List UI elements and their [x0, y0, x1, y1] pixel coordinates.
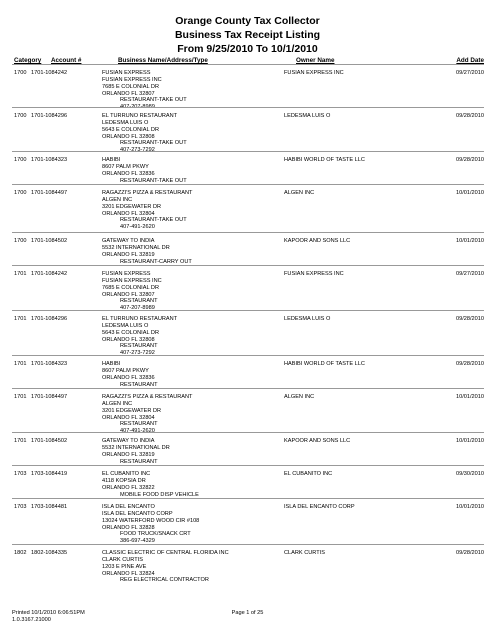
category-cell: 1700 — [14, 190, 27, 196]
owner-cell: KAPOOR AND SONS LLC — [284, 238, 351, 244]
business-line: 3201 EDGEWATER DR — [102, 203, 162, 210]
account-cell: 1701-1084497 — [31, 394, 68, 400]
business-cell — [102, 316, 177, 357]
add-date-cell: 09/28/2010 — [456, 157, 484, 163]
business-cell — [102, 504, 199, 545]
business-line: ORLANDO FL 32819 — [102, 451, 155, 458]
category-cell: 1701 — [14, 271, 27, 277]
account-cell: 1701-1084296 — [31, 113, 68, 119]
business-type-line: 386-697-4329 — [120, 538, 155, 545]
business-line: 5532 INTERNATIONAL DR — [102, 244, 170, 251]
column-header-category: Category — [14, 57, 42, 64]
business-line: ORLANDO FL 32804 — [102, 210, 155, 217]
owner-cell: HABIBI WORLD OF TASTE LLC — [284, 157, 365, 163]
account-cell: 1703-1084481 — [31, 504, 68, 510]
business-line: 13024 WATERFORD WOOD CIR #108 — [102, 517, 200, 524]
business-type-line: RESTAURANT — [120, 381, 158, 388]
owner-cell: ISLA DEL ENCANTO CORP — [284, 504, 355, 510]
business-line: FUSIAN EXPRESS INC — [102, 277, 162, 284]
account-cell: 1703-1084419 — [31, 471, 68, 477]
business-line: 5643 E COLONIAL DR — [102, 126, 159, 133]
column-header-add-date: Add Date — [456, 57, 484, 64]
business-line: FUSIAN EXPRESS INC — [102, 76, 162, 83]
owner-cell: EL CUBANITO INC — [284, 471, 333, 477]
business-line: 4118 KOPSIA DR — [102, 477, 146, 484]
row-divider — [12, 355, 484, 356]
business-type-line: 407-273-7292 — [120, 350, 155, 357]
business-line: EL CUBANITO INC — [102, 471, 151, 477]
business-cell — [102, 271, 162, 312]
business-line: ORLANDO FL 32836 — [102, 374, 155, 381]
business-type-line: 407-207-8989 — [120, 104, 155, 111]
business-line: ORLANDO FL 32807 — [102, 291, 155, 298]
category-cell: 1703 — [14, 471, 27, 477]
category-cell: 1703 — [14, 504, 27, 510]
add-date-cell: 10/01/2010 — [456, 504, 484, 510]
business-type-line: 407-273-7292 — [120, 147, 155, 154]
business-cell — [102, 238, 192, 265]
business-line: ORLANDO FL 32819 — [102, 251, 155, 258]
column-header-account: Account # — [51, 57, 82, 64]
business-line: 1203 E PINE AVE — [102, 563, 147, 570]
business-line: HABIBI — [102, 157, 121, 163]
report-date-range: From 9/25/2010 To 10/1/2010 — [177, 43, 318, 55]
business-line: FUSIAN EXPRESS — [102, 70, 151, 76]
add-date-cell: 09/28/2010 — [456, 361, 484, 367]
account-cell: 1701-1084323 — [31, 157, 68, 163]
row-divider — [12, 151, 484, 152]
business-cell — [102, 157, 187, 184]
business-line: ALGEN INC — [102, 400, 133, 407]
business-cell — [102, 438, 170, 465]
business-line: LEDESMA LUIS O — [102, 119, 149, 126]
business-type-line: RESTAURANT-TAKE OUT — [120, 97, 187, 104]
owner-cell: KAPOOR AND SONS LLC — [284, 438, 351, 444]
category-cell: 1701 — [14, 438, 27, 444]
business-line: ALGEN INC — [102, 196, 133, 203]
business-type-line: RESTAURANT — [120, 343, 158, 350]
category-cell: 1701 — [14, 316, 27, 322]
add-date-cell: 09/30/2010 — [456, 471, 484, 477]
business-line: HABIBI — [102, 361, 121, 367]
business-line: ORLANDO FL 32808 — [102, 336, 155, 343]
business-cell — [102, 190, 192, 231]
business-type-line: RESTAURANT-TAKE OUT — [120, 140, 187, 147]
business-type-line: REG ELECTRICAL CONTRACTOR — [120, 577, 209, 584]
business-cell — [102, 361, 158, 388]
business-type-line: RESTAURANT-TAKE OUT — [120, 177, 187, 184]
business-line: EL TURRUNO RESTAURANT — [102, 113, 178, 119]
column-header-business: Business Name/Address/Type — [118, 57, 208, 64]
account-cell: 1701-1084497 — [31, 190, 68, 196]
report-subtitle: Business Tax Receipt Listing — [174, 29, 321, 41]
row-divider — [12, 544, 484, 545]
footer-page-number: Page 1 of 25 — [231, 610, 264, 616]
owner-cell: CLARK CURTIS — [284, 550, 325, 556]
row-divider — [12, 498, 484, 499]
business-type-line: RESTAURANT-TAKE OUT — [120, 217, 187, 224]
footer-version: 1.0.3167.21000 — [12, 617, 51, 623]
category-cell: 1700 — [14, 113, 27, 119]
add-date-cell: 09/28/2010 — [456, 113, 484, 119]
add-date-cell: 10/01/2010 — [456, 438, 484, 444]
business-line: ORLANDO FL 32804 — [102, 414, 155, 421]
business-line: GATEWAY TO INDIA — [102, 438, 155, 444]
row-divider — [12, 107, 484, 108]
business-line: 3201 EDGEWATER DR — [102, 407, 162, 414]
business-line: 7685 E COLONIAL DR — [102, 284, 159, 291]
row-divider — [12, 232, 484, 233]
business-line: 8607 PALM PKWY — [102, 367, 149, 374]
business-line: LEDESMA LUIS O — [102, 322, 149, 329]
business-line: 8607 PALM PKWY — [102, 163, 149, 170]
business-line: ORLANDO FL 32824 — [102, 570, 155, 577]
account-cell: 1701-1084296 — [31, 316, 68, 322]
footer-printed: Printed 10/1/2010 6:06:51PM — [12, 610, 85, 616]
add-date-cell: 09/28/2010 — [456, 316, 484, 322]
business-line: ORLANDO FL 32822 — [102, 484, 155, 491]
account-cell: 1701-1084502 — [31, 438, 68, 444]
row-divider — [12, 310, 484, 311]
row-divider — [12, 265, 484, 266]
business-line: GATEWAY TO INDIA — [102, 238, 155, 244]
business-cell — [102, 113, 187, 154]
business-line: EL TURRUNO RESTAURANT — [102, 316, 178, 322]
category-cell: 1700 — [14, 157, 27, 163]
business-cell — [102, 394, 192, 435]
owner-cell: FUSIAN EXPRESS INC — [284, 271, 344, 277]
account-cell: 1701-1084242 — [31, 70, 68, 76]
account-cell: 1701-1084502 — [31, 238, 68, 244]
row-divider — [12, 465, 484, 466]
category-cell: 1700 — [14, 70, 27, 76]
business-type-line: 407-207-8989 — [120, 305, 155, 312]
business-line: 5532 INTERNATIONAL DR — [102, 444, 170, 451]
business-line: RAGAZZI'S PIZZA & RESTAURANT — [102, 394, 193, 400]
category-cell: 1701 — [14, 394, 27, 400]
category-cell: 1701 — [14, 361, 27, 367]
business-line: FUSIAN EXPRESS — [102, 271, 151, 277]
business-cell — [102, 70, 187, 111]
business-type-line: 407-491-2620 — [120, 224, 155, 231]
add-date-cell: 10/01/2010 — [456, 190, 484, 196]
business-type-line: RESTAURANT — [120, 421, 158, 428]
account-cell: 1701-1084242 — [31, 271, 68, 277]
business-cell — [102, 550, 229, 584]
owner-cell: ALGEN INC — [284, 190, 315, 196]
business-line: ORLANDO FL 32808 — [102, 133, 155, 140]
owner-cell: FUSIAN EXPRESS INC — [284, 70, 344, 76]
business-line: CLASSIC ELECTRIC OF CENTRAL FLORIDA INC — [102, 550, 229, 556]
business-type-line: RESTAURANT-CARRY OUT — [120, 258, 192, 265]
category-cell: 1700 — [14, 238, 27, 244]
account-cell: 1701-1084323 — [31, 361, 68, 367]
row-divider — [12, 64, 484, 65]
business-line: CLARK CURTIS — [102, 556, 143, 563]
business-type-line: RESTAURANT — [120, 458, 158, 465]
business-type-line: MOBILE FOOD DISP VEHICLE — [120, 491, 199, 498]
business-line: RAGAZZI'S PIZZA & RESTAURANT — [102, 190, 193, 196]
business-line: ORLANDO FL 32807 — [102, 90, 155, 97]
owner-cell: LEDESMA LUIS O — [284, 316, 331, 322]
row-divider — [12, 432, 484, 433]
report-header — [0, 14, 495, 56]
add-date-cell: 10/01/2010 — [456, 394, 484, 400]
business-line: ORLANDO FL 32836 — [102, 170, 155, 177]
business-line: ISLA DEL ENCANTO — [102, 504, 155, 510]
business-line: 7685 E COLONIAL DR — [102, 83, 159, 90]
business-line: 5643 E COLONIAL DR — [102, 329, 159, 336]
business-line: ISLA DEL ENCANTO CORP — [102, 510, 173, 517]
report-title: Orange County Tax Collector — [175, 15, 320, 27]
row-divider — [12, 184, 484, 185]
add-date-cell: 09/27/2010 — [456, 271, 484, 277]
business-line: ORLANDO FL 32828 — [102, 524, 155, 531]
add-date-cell: 09/27/2010 — [456, 70, 484, 76]
owner-cell: ALGEN INC — [284, 394, 315, 400]
owner-cell: HABIBI WORLD OF TASTE LLC — [284, 361, 365, 367]
owner-cell: LEDESMA LUIS O — [284, 113, 331, 119]
account-cell: 1802-1084335 — [31, 550, 68, 556]
add-date-cell: 09/28/2010 — [456, 550, 484, 556]
column-header-owner: Owner Name — [296, 57, 335, 64]
row-divider — [12, 388, 484, 389]
business-cell — [102, 471, 199, 498]
business-type-line: 407-491-2620 — [120, 428, 155, 435]
category-cell: 1802 — [14, 550, 27, 556]
business-type-line: RESTAURANT — [120, 298, 158, 305]
business-type-line: FOOD TRUCK/SNACK CRT — [120, 531, 191, 538]
add-date-cell: 10/01/2010 — [456, 238, 484, 244]
